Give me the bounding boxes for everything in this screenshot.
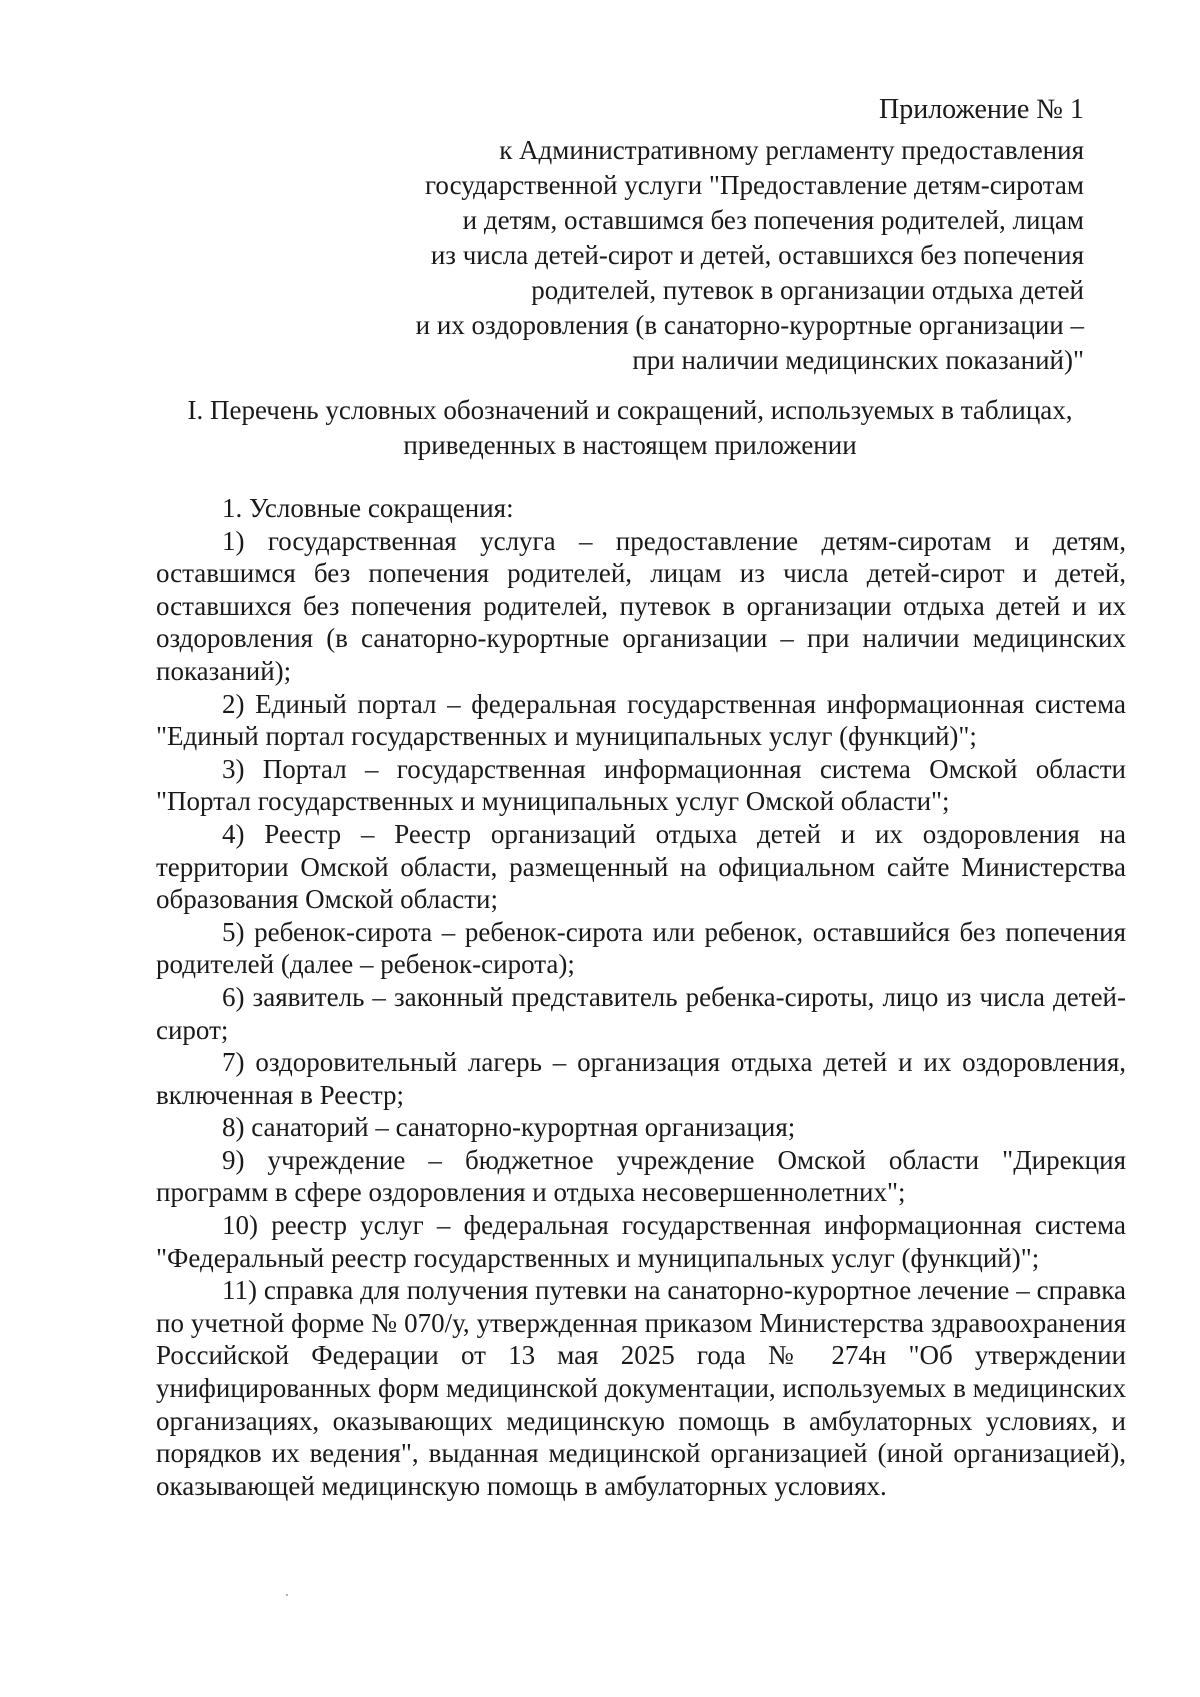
list-item-applicant: 6) заявитель – законный представитель ребенка-сироты, лицо из числа детей-сирот; bbox=[156, 981, 1126, 1045]
section-body bbox=[156, 492, 1126, 1502]
list-item-unified-portal: 2) Единый портал – федеральная государственная информационная система "Единый портал государственных и муниципальных услуг (функций)"; bbox=[156, 688, 1126, 752]
section-heading-line: приведенных в настоящем приложении bbox=[403, 430, 857, 460]
subsection-heading: 1. Условные сокращения: bbox=[222, 493, 514, 523]
list-item-camp: 7) оздоровительный лагерь – организация отдыха детей и их оздоровления, включенная в Реестр; bbox=[156, 1047, 1126, 1110]
appendix-line: при наличии медицинских показаний)" bbox=[632, 345, 1084, 375]
list-item-portal: 3) Портал – государственная информационная система Омской области "Портал государственных и муниципальных услуг Омской области"; bbox=[156, 753, 1126, 817]
scan-speck bbox=[286, 1594, 288, 1596]
list-item-certificate: 11) справка для получения путевки на санаторно-курортное лечение – справка по учетной форме № 070/у, утвержденная приказом Министерства здравоохранения Российской Федерации от 13 мая 2025 года № 274н "Об утверждении унифицированных форм медицинской документации, используемых в медицинских организациях, оказывающих медицинскую помощь в амбулаторных условиях, и порядков их ведения", выданная медицинской организацией (иной организацией), оказывающей медицинскую помощь в амбулаторных условиях. bbox=[156, 1275, 1126, 1501]
list-item-institution: 9) учреждение – бюджетное учреждение Омской области "Дирекция программ в сфере оздоровления и отдыха несовершеннолетних"; bbox=[156, 1144, 1126, 1208]
appendix-line: и их оздоровления (в санаторно-курортные организации – bbox=[415, 310, 1084, 340]
appendix-line: к Административному регламенту предоставления bbox=[499, 135, 1084, 165]
appendix-line: и детям, оставшимся без попечения родителей, лицам bbox=[462, 205, 1084, 235]
list-item-registry: 4) Реестр – Реестр организаций отдыха детей и их оздоровления на территории Омской области, размещенный на официальном сайте Министерства образования Омской области; bbox=[156, 818, 1126, 915]
appendix-line: государственной услуги "Предоставление детям-сиротам bbox=[425, 170, 1084, 200]
section-heading bbox=[150, 393, 1110, 463]
appendix-header bbox=[364, 92, 1084, 378]
appendix-line: родителей, путевок в организации отдыха детей bbox=[531, 275, 1084, 305]
list-item-services-registry: 10) реестр услуг – федеральная государственная информационная система "Федеральный реестр государственных и муниципальных услуг (функций)"; bbox=[156, 1210, 1126, 1273]
section-heading-line: I. Перечень условных обозначений и сокращений, используемых в таблицах, bbox=[187, 395, 1073, 425]
appendix-line: из числа детей-сирот и детей, оставшихся без попечения bbox=[430, 240, 1084, 270]
appendix-title: Приложение № 1 bbox=[879, 94, 1084, 125]
list-item-orphan: 5) ребенок-сирота – ребенок-сирота или ребенок, оставшийся без попечения родителей (далее – ребенок-сирота); bbox=[156, 916, 1126, 980]
list-item-state-service: 1) государственная услуга – предоставление детям-сиротам и детям, оставшимся без попечения родителей, лицам из числа детей-сирот и детей, оставшихся без попечения родителей, путевок в организации отдыха детей и их оздоровления (в санаторно-курортные организации – при наличии медицинских показаний); bbox=[156, 525, 1126, 686]
list-item-sanatorium: 8) санаторий – санаторно-курортная организация; bbox=[222, 1112, 796, 1143]
